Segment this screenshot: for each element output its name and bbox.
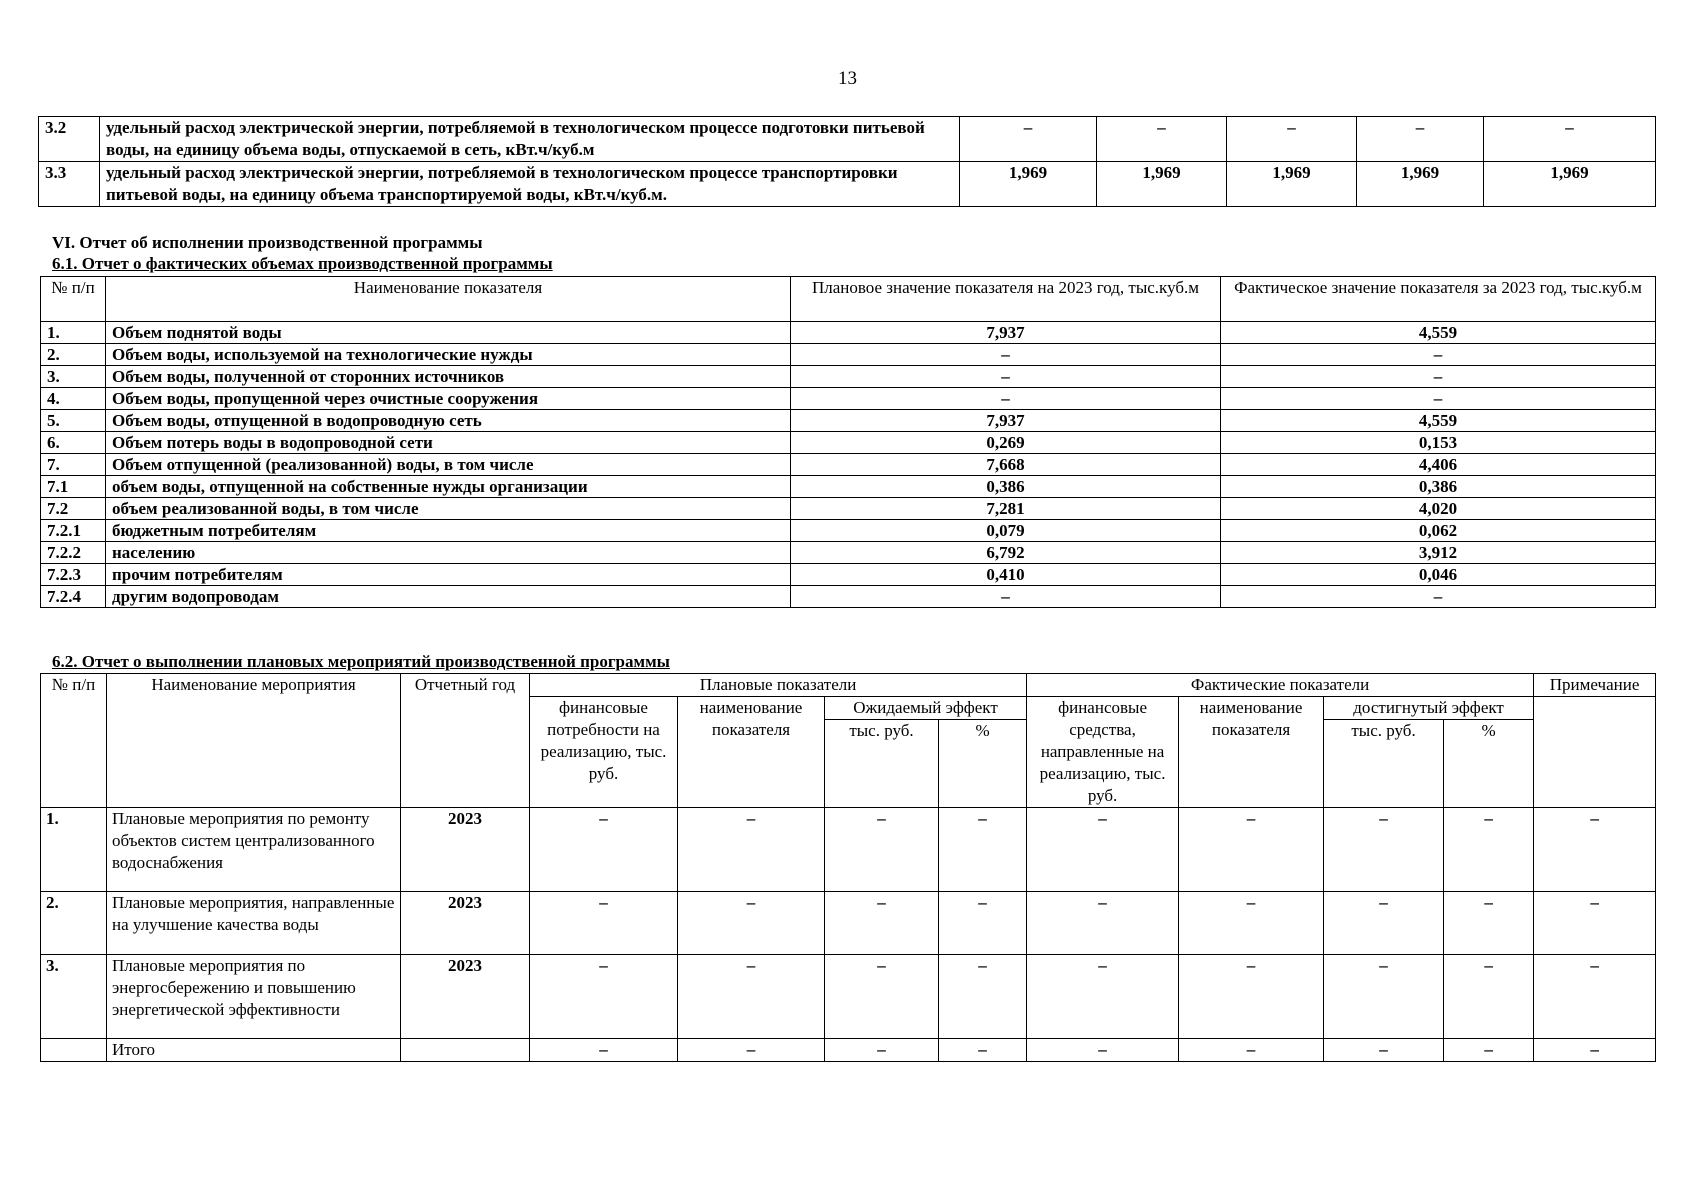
table-row	[41, 542, 1656, 564]
row-fact: 4,559	[1221, 410, 1656, 432]
total-value: –	[825, 1039, 939, 1062]
header-fact-indicator: наименование показателя	[1179, 697, 1324, 808]
section-vi-title: VI. Отчет об исполнении производственной программы	[52, 233, 483, 252]
row-value: –	[1444, 808, 1534, 892]
row-num: 7.2.3	[41, 564, 106, 586]
row-name: объем воды, отпущенной на собственные нужды организации	[106, 476, 791, 498]
row-num: 7.2	[41, 498, 106, 520]
row-value: –	[939, 808, 1027, 892]
row-name: Объем воды, полученной от сторонних источников	[106, 366, 791, 388]
header-indicator-name: Наименование показателя	[106, 277, 791, 322]
section-6-2-title: 6.2. Отчет о выполнении плановых мероприятий производственной программы	[52, 652, 670, 671]
total-num-blank	[41, 1039, 107, 1062]
row-value: –	[1444, 955, 1534, 1039]
row-value: –	[1357, 117, 1484, 162]
row-num: 2.	[41, 344, 106, 366]
total-value: –	[1444, 1039, 1534, 1062]
row-value: –	[530, 808, 678, 892]
row-value: –	[939, 955, 1027, 1039]
table-row	[41, 344, 1656, 366]
section-6-1-title: 6.1. Отчет о фактических объемах производственной программы	[52, 254, 553, 273]
row-fact: 0,153	[1221, 432, 1656, 454]
row-plan: 7,937	[791, 410, 1221, 432]
total-value: –	[530, 1039, 678, 1062]
row-name: удельный расход электрической энергии, потребляемой в технологическом процессе подготовки питьевой воды, на единицу объема воды, отпускаемой в сеть, кВт.ч/куб.м	[100, 117, 960, 162]
row-name: Объем воды, отпущенной в водопроводную сеть	[106, 410, 791, 432]
row-year: 2023	[401, 955, 530, 1039]
row-value: 1,969	[1097, 162, 1227, 207]
row-name: населению	[106, 542, 791, 564]
header-num: № п/п	[41, 277, 106, 322]
header-report-year: Отчетный год	[401, 674, 530, 808]
table-row	[41, 564, 1656, 586]
header-plan-group: Плановые показатели	[530, 674, 1027, 697]
row-num: 1.	[41, 808, 107, 892]
row-value: –	[1324, 808, 1444, 892]
row-value: –	[678, 892, 825, 955]
row-value: –	[1027, 892, 1179, 955]
row-name: Плановые мероприятия по энергосбережению и повышению энергетической эффективности	[107, 955, 401, 1039]
row-name: Объем воды, пропущенной через очистные сооружения	[106, 388, 791, 410]
row-plan: 0,386	[791, 476, 1221, 498]
row-name: Плановые мероприятия, направленные на улучшение качества воды	[107, 892, 401, 955]
total-label: Итого	[107, 1039, 401, 1062]
table-row	[41, 476, 1656, 498]
row-num: 7.2.4	[41, 586, 106, 608]
row-value: 1,969	[1357, 162, 1484, 207]
row-plan: 0,410	[791, 564, 1221, 586]
row-num: 3.	[41, 366, 106, 388]
row-value: –	[678, 808, 825, 892]
row-value: –	[1097, 117, 1227, 162]
row-num: 5.	[41, 410, 106, 432]
total-row	[41, 1039, 1656, 1062]
row-fact: –	[1221, 586, 1656, 608]
row-name: удельный расход электрической энергии, потребляемой в технологическом процессе транспортировки питьевой воды, на единицу объема транспортируемой воды, кВт.ч/куб.м.	[100, 162, 960, 207]
table-row	[41, 520, 1656, 542]
energy-row	[39, 162, 1656, 207]
row-fact: –	[1221, 344, 1656, 366]
row-value: –	[530, 892, 678, 955]
row-num: 3.2	[39, 117, 100, 162]
row-num: 7.1	[41, 476, 106, 498]
row-plan: –	[791, 366, 1221, 388]
header-fact-fin: финансовые средства, направленные на реализацию, тыс. руб.	[1027, 697, 1179, 808]
row-plan: –	[791, 586, 1221, 608]
row-name: объем реализованной воды, в том числе	[106, 498, 791, 520]
row-value: –	[530, 955, 678, 1039]
row-value: 1,969	[1227, 162, 1357, 207]
row-plan: 7,937	[791, 322, 1221, 344]
row-name: Объем потерь воды в водопроводной сети	[106, 432, 791, 454]
row-fact: 3,912	[1221, 542, 1656, 564]
row-value: –	[960, 117, 1097, 162]
table-row	[41, 366, 1656, 388]
row-name: другим водопроводам	[106, 586, 791, 608]
measures-header-row-1	[41, 674, 1656, 697]
row-fact: –	[1221, 366, 1656, 388]
row-value: –	[825, 955, 939, 1039]
header-fact-group: Фактические показатели	[1027, 674, 1534, 697]
measures-table	[40, 673, 1656, 1062]
row-num: 6.	[41, 432, 106, 454]
header-note-blank	[1534, 697, 1656, 808]
total-value: –	[1324, 1039, 1444, 1062]
total-value: –	[1027, 1039, 1179, 1062]
table-row	[41, 808, 1656, 892]
energy-row	[39, 117, 1656, 162]
row-value: –	[1444, 892, 1534, 955]
row-value: –	[825, 808, 939, 892]
table-row	[41, 892, 1656, 955]
row-value: –	[1484, 117, 1656, 162]
row-name: Плановые мероприятия по ремонту объектов систем централизованного водоснабжения	[107, 808, 401, 892]
row-plan: 7,668	[791, 454, 1221, 476]
row-value: –	[939, 892, 1027, 955]
header-fact-effect: достигнутый эффект	[1324, 697, 1534, 720]
total-value: –	[939, 1039, 1027, 1062]
row-fact: 4,020	[1221, 498, 1656, 520]
row-fact: 0,062	[1221, 520, 1656, 542]
row-year: 2023	[401, 892, 530, 955]
header-fact-rub: тыс. руб.	[1324, 720, 1444, 808]
header-plan-indicator: наименование показателя	[678, 697, 825, 808]
row-value: 1,969	[960, 162, 1097, 207]
header-fact-value: Фактическое значение показателя за 2023 год, тыс.куб.м	[1221, 277, 1656, 322]
row-name: Объем поднятой воды	[106, 322, 791, 344]
row-value: –	[1324, 892, 1444, 955]
row-value: –	[1534, 892, 1656, 955]
volumes-table	[40, 276, 1656, 608]
header-measure-name: Наименование мероприятия	[107, 674, 401, 808]
row-value: –	[1027, 808, 1179, 892]
row-num: 3.	[41, 955, 107, 1039]
row-num: 3.3	[39, 162, 100, 207]
row-num: 1.	[41, 322, 106, 344]
row-value: –	[825, 892, 939, 955]
table-row	[41, 432, 1656, 454]
row-plan: 6,792	[791, 542, 1221, 564]
header-fact-pct: %	[1444, 720, 1534, 808]
row-value: –	[1227, 117, 1357, 162]
row-value: –	[1179, 955, 1324, 1039]
row-name: прочим потребителям	[106, 564, 791, 586]
header-num: № п/п	[41, 674, 107, 808]
table-row	[41, 322, 1656, 344]
row-plan: 7,281	[791, 498, 1221, 520]
header-plan-rub: тыс. руб.	[825, 720, 939, 808]
energy-consumption-table	[38, 116, 1656, 207]
row-value: 1,969	[1484, 162, 1656, 207]
row-num: 7.	[41, 454, 106, 476]
page-number: 13	[838, 68, 857, 89]
header-plan-pct: %	[939, 720, 1027, 808]
total-year-blank	[401, 1039, 530, 1062]
total-value: –	[1534, 1039, 1656, 1062]
volumes-table-header	[41, 277, 1656, 322]
table-row	[41, 498, 1656, 520]
row-num: 7.2.2	[41, 542, 106, 564]
row-num: 2.	[41, 892, 107, 955]
table-row	[41, 388, 1656, 410]
total-value: –	[1179, 1039, 1324, 1062]
table-row	[41, 955, 1656, 1039]
row-plan: –	[791, 388, 1221, 410]
table-row	[41, 410, 1656, 432]
row-num: 7.2.1	[41, 520, 106, 542]
row-value: –	[1324, 955, 1444, 1039]
row-fact: 0,386	[1221, 476, 1656, 498]
table-row	[41, 454, 1656, 476]
row-name: бюджетным потребителям	[106, 520, 791, 542]
row-name: Объем воды, используемой на технологические нужды	[106, 344, 791, 366]
row-value: –	[1027, 955, 1179, 1039]
row-plan: 0,269	[791, 432, 1221, 454]
row-fact: 4,559	[1221, 322, 1656, 344]
row-fact: –	[1221, 388, 1656, 410]
header-plan-effect: Ожидаемый эффект	[825, 697, 1027, 720]
table-row	[41, 586, 1656, 608]
row-fact: 4,406	[1221, 454, 1656, 476]
row-year: 2023	[401, 808, 530, 892]
row-plan: 0,079	[791, 520, 1221, 542]
row-plan: –	[791, 344, 1221, 366]
row-value: –	[1179, 892, 1324, 955]
row-fact: 0,046	[1221, 564, 1656, 586]
row-name: Объем отпущенной (реализованной) воды, в том числе	[106, 454, 791, 476]
header-plan-fin: финансовые потребности на реализацию, тыс. руб.	[530, 697, 678, 808]
total-value: –	[678, 1039, 825, 1062]
row-value: –	[1534, 955, 1656, 1039]
row-value: –	[678, 955, 825, 1039]
row-value: –	[1534, 808, 1656, 892]
row-num: 4.	[41, 388, 106, 410]
header-plan-value: Плановое значение показателя на 2023 год, тыс.куб.м	[791, 277, 1221, 322]
row-value: –	[1179, 808, 1324, 892]
header-note: Примечание	[1534, 674, 1656, 697]
